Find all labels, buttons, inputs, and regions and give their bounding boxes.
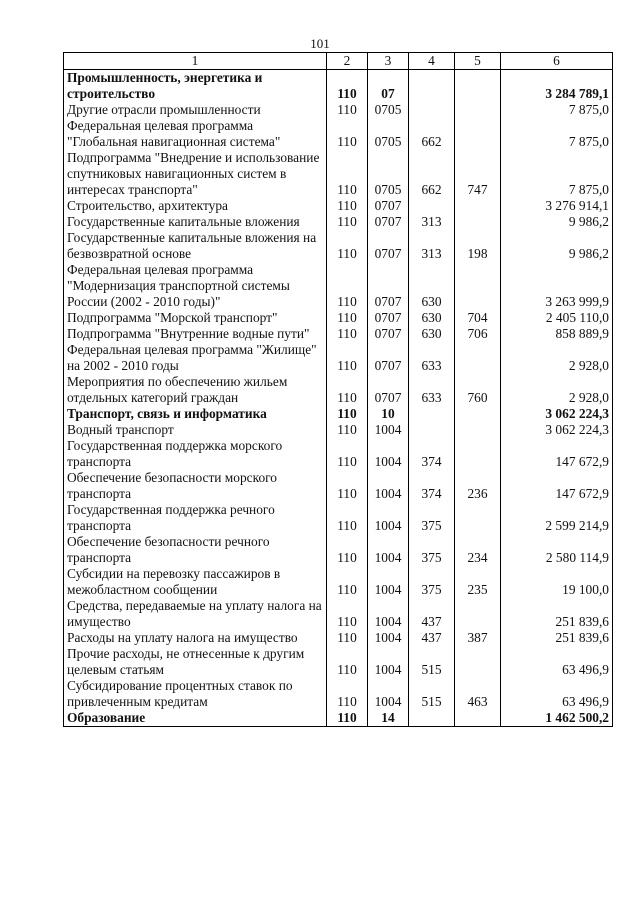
header-col-3: 3 bbox=[368, 53, 409, 70]
row-col-4: 515 bbox=[409, 678, 455, 710]
row-col-2: 110 bbox=[327, 102, 368, 118]
row-amount: 251 839,6 bbox=[501, 630, 613, 646]
row-col-4: 662 bbox=[409, 118, 455, 150]
row-col-3: 0707 bbox=[368, 262, 409, 310]
table-row bbox=[64, 310, 613, 326]
row-col-2: 110 bbox=[327, 710, 368, 727]
row-col-4 bbox=[409, 422, 455, 438]
row-col-4: 630 bbox=[409, 310, 455, 326]
table-row bbox=[64, 630, 613, 646]
table-row bbox=[64, 198, 613, 214]
row-name: Подпрограмма "Внутренние водные пути" bbox=[64, 326, 327, 342]
table-row bbox=[64, 678, 613, 710]
row-col-3: 1004 bbox=[368, 646, 409, 678]
row-col-4: 633 bbox=[409, 342, 455, 374]
row-col-3: 10 bbox=[368, 406, 409, 422]
row-amount: 19 100,0 bbox=[501, 566, 613, 598]
row-col-3: 1004 bbox=[368, 470, 409, 502]
row-col-2: 110 bbox=[327, 310, 368, 326]
row-col-4: 375 bbox=[409, 566, 455, 598]
row-amount: 3 276 914,1 bbox=[501, 198, 613, 214]
header-col-2: 2 bbox=[327, 53, 368, 70]
row-name: Другие отрасли промышленности bbox=[64, 102, 327, 118]
row-name: Федеральная целевая программа "Модернизация транспортной системы России (2002 - 2010 годы)" bbox=[64, 262, 327, 310]
row-name: Подпрограмма "Морской транспорт" bbox=[64, 310, 327, 326]
row-col-2: 110 bbox=[327, 262, 368, 310]
table-row bbox=[64, 342, 613, 374]
row-amount: 7 875,0 bbox=[501, 102, 613, 118]
row-col-2: 110 bbox=[327, 534, 368, 566]
row-name: Федеральная целевая программа "Глобальная навигационная система" bbox=[64, 118, 327, 150]
row-col-5: 747 bbox=[455, 150, 501, 198]
row-col-3: 0707 bbox=[368, 326, 409, 342]
header-col-6: 6 bbox=[501, 53, 613, 70]
row-col-5: 706 bbox=[455, 326, 501, 342]
row-name: Федеральная целевая программа "Жилище" на 2002 - 2010 годы bbox=[64, 342, 327, 374]
row-col-2: 110 bbox=[327, 198, 368, 214]
row-col-4 bbox=[409, 70, 455, 103]
header-col-5: 5 bbox=[455, 53, 501, 70]
row-col-2: 110 bbox=[327, 422, 368, 438]
row-col-2: 110 bbox=[327, 406, 368, 422]
table-row bbox=[64, 118, 613, 150]
table-row bbox=[64, 534, 613, 566]
table-row bbox=[64, 326, 613, 342]
row-col-3: 0707 bbox=[368, 230, 409, 262]
row-amount: 63 496,9 bbox=[501, 646, 613, 678]
table-row bbox=[64, 438, 613, 470]
row-name: Промышленность, энергетика и строительство bbox=[64, 70, 327, 103]
row-col-4: 375 bbox=[409, 502, 455, 534]
row-col-5: 760 bbox=[455, 374, 501, 406]
row-name: Субсидии на перевозку пассажиров в межобластном сообщении bbox=[64, 566, 327, 598]
row-col-2: 110 bbox=[327, 214, 368, 230]
row-col-3: 1004 bbox=[368, 534, 409, 566]
table-row bbox=[64, 374, 613, 406]
row-col-3: 1004 bbox=[368, 630, 409, 646]
row-name: Государственные капитальные вложения bbox=[64, 214, 327, 230]
row-amount: 2 599 214,9 bbox=[501, 502, 613, 534]
row-name: Обеспечение безопасности речного транспорта bbox=[64, 534, 327, 566]
table-row bbox=[64, 422, 613, 438]
row-col-3: 0705 bbox=[368, 150, 409, 198]
row-col-2: 110 bbox=[327, 598, 368, 630]
row-amount: 9 986,2 bbox=[501, 214, 613, 230]
row-col-3: 14 bbox=[368, 710, 409, 727]
row-col-3: 1004 bbox=[368, 678, 409, 710]
row-name: Водный транспорт bbox=[64, 422, 327, 438]
row-col-2: 110 bbox=[327, 326, 368, 342]
row-col-3: 1004 bbox=[368, 438, 409, 470]
row-col-3: 1004 bbox=[368, 598, 409, 630]
row-col-2: 110 bbox=[327, 646, 368, 678]
row-col-2: 110 bbox=[327, 630, 368, 646]
row-name: Расходы на уплату налога на имущество bbox=[64, 630, 327, 646]
row-col-5 bbox=[455, 214, 501, 230]
row-name: Подпрограмма "Внедрение и использование спутниковых навигационных систем в интересах транспорта" bbox=[64, 150, 327, 198]
row-col-2: 110 bbox=[327, 118, 368, 150]
row-col-4 bbox=[409, 406, 455, 422]
row-amount: 3 062 224,3 bbox=[501, 422, 613, 438]
row-col-3: 0705 bbox=[368, 102, 409, 118]
row-name: Транспорт, связь и информатика bbox=[64, 406, 327, 422]
row-col-5: 387 bbox=[455, 630, 501, 646]
table-row bbox=[64, 710, 613, 727]
row-name: Прочие расходы, не отнесенные к другим целевым статьям bbox=[64, 646, 327, 678]
table-row bbox=[64, 566, 613, 598]
row-col-5 bbox=[455, 646, 501, 678]
row-col-4: 313 bbox=[409, 214, 455, 230]
table-body bbox=[64, 70, 613, 727]
row-name: Обеспечение безопасности морского транспорта bbox=[64, 470, 327, 502]
row-col-5 bbox=[455, 406, 501, 422]
budget-table bbox=[63, 52, 613, 727]
row-amount: 251 839,6 bbox=[501, 598, 613, 630]
table-row bbox=[64, 70, 613, 103]
row-amount: 7 875,0 bbox=[501, 118, 613, 150]
table-row bbox=[64, 262, 613, 310]
row-name: Мероприятия по обеспечению жильем отдельных категорий граждан bbox=[64, 374, 327, 406]
row-col-5: 236 bbox=[455, 470, 501, 502]
row-name: Образование bbox=[64, 710, 327, 727]
row-col-2: 110 bbox=[327, 502, 368, 534]
table-row bbox=[64, 598, 613, 630]
row-col-4: 630 bbox=[409, 262, 455, 310]
row-col-4: 374 bbox=[409, 470, 455, 502]
row-col-4: 375 bbox=[409, 534, 455, 566]
row-amount: 9 986,2 bbox=[501, 230, 613, 262]
row-col-5 bbox=[455, 342, 501, 374]
row-col-5 bbox=[455, 102, 501, 118]
table-row bbox=[64, 470, 613, 502]
row-col-3: 0707 bbox=[368, 214, 409, 230]
row-amount: 3 062 224,3 bbox=[501, 406, 613, 422]
table-row bbox=[64, 406, 613, 422]
row-col-3: 07 bbox=[368, 70, 409, 103]
row-name: Государственные капитальные вложения на безвозвратной основе bbox=[64, 230, 327, 262]
row-col-4: 374 bbox=[409, 438, 455, 470]
row-col-5: 235 bbox=[455, 566, 501, 598]
row-col-4 bbox=[409, 102, 455, 118]
row-amount: 2 928,0 bbox=[501, 342, 613, 374]
row-amount: 2 580 114,9 bbox=[501, 534, 613, 566]
row-col-2: 110 bbox=[327, 470, 368, 502]
table-row bbox=[64, 502, 613, 534]
row-name: Строительство, архитектура bbox=[64, 198, 327, 214]
row-col-5 bbox=[455, 262, 501, 310]
row-col-2: 110 bbox=[327, 566, 368, 598]
row-col-5: 234 bbox=[455, 534, 501, 566]
header-col-1: 1 bbox=[64, 53, 327, 70]
row-col-4: 437 bbox=[409, 598, 455, 630]
row-col-4: 437 bbox=[409, 630, 455, 646]
row-col-3: 0707 bbox=[368, 374, 409, 406]
row-amount: 147 672,9 bbox=[501, 438, 613, 470]
row-col-4: 662 bbox=[409, 150, 455, 198]
row-amount: 3 284 789,1 bbox=[501, 70, 613, 103]
row-col-2: 110 bbox=[327, 374, 368, 406]
row-col-3: 0705 bbox=[368, 118, 409, 150]
table-row bbox=[64, 150, 613, 198]
row-name: Средства, передаваемые на уплату налога на имущество bbox=[64, 598, 327, 630]
page-number: 101 bbox=[310, 36, 330, 51]
row-col-5 bbox=[455, 710, 501, 727]
row-amount: 858 889,9 bbox=[501, 326, 613, 342]
row-col-4: 633 bbox=[409, 374, 455, 406]
row-amount: 2 928,0 bbox=[501, 374, 613, 406]
row-col-5 bbox=[455, 502, 501, 534]
row-amount: 3 263 999,9 bbox=[501, 262, 613, 310]
row-name: Субсидирование процентных ставок по привлеченным кредитам bbox=[64, 678, 327, 710]
row-col-3: 0707 bbox=[368, 310, 409, 326]
row-name: Государственная поддержка морского транспорта bbox=[64, 438, 327, 470]
row-amount: 7 875,0 bbox=[501, 150, 613, 198]
row-col-4: 313 bbox=[409, 230, 455, 262]
row-amount: 1 462 500,2 bbox=[501, 710, 613, 727]
row-col-2: 110 bbox=[327, 342, 368, 374]
table-row bbox=[64, 646, 613, 678]
header-row bbox=[64, 53, 613, 70]
row-name: Государственная поддержка речного транспорта bbox=[64, 502, 327, 534]
row-col-3: 1004 bbox=[368, 502, 409, 534]
row-col-2: 110 bbox=[327, 678, 368, 710]
row-col-2: 110 bbox=[327, 150, 368, 198]
row-col-5 bbox=[455, 422, 501, 438]
row-col-5 bbox=[455, 438, 501, 470]
row-col-5 bbox=[455, 118, 501, 150]
row-col-5 bbox=[455, 198, 501, 214]
row-amount: 147 672,9 bbox=[501, 470, 613, 502]
row-col-2: 110 bbox=[327, 438, 368, 470]
row-col-5 bbox=[455, 598, 501, 630]
row-col-4: 515 bbox=[409, 646, 455, 678]
row-col-3: 1004 bbox=[368, 422, 409, 438]
header-col-4: 4 bbox=[409, 53, 455, 70]
table-row bbox=[64, 214, 613, 230]
row-col-5: 198 bbox=[455, 230, 501, 262]
row-amount: 2 405 110,0 bbox=[501, 310, 613, 326]
table-row bbox=[64, 230, 613, 262]
row-col-4 bbox=[409, 710, 455, 727]
row-col-5: 463 bbox=[455, 678, 501, 710]
row-col-3: 0707 bbox=[368, 198, 409, 214]
row-amount: 63 496,9 bbox=[501, 678, 613, 710]
table-row bbox=[64, 102, 613, 118]
row-col-2: 110 bbox=[327, 230, 368, 262]
row-col-5: 704 bbox=[455, 310, 501, 326]
row-col-4 bbox=[409, 198, 455, 214]
row-col-4: 630 bbox=[409, 326, 455, 342]
row-col-2: 110 bbox=[327, 70, 368, 103]
row-col-3: 1004 bbox=[368, 566, 409, 598]
row-col-3: 0707 bbox=[368, 342, 409, 374]
row-col-5 bbox=[455, 70, 501, 103]
